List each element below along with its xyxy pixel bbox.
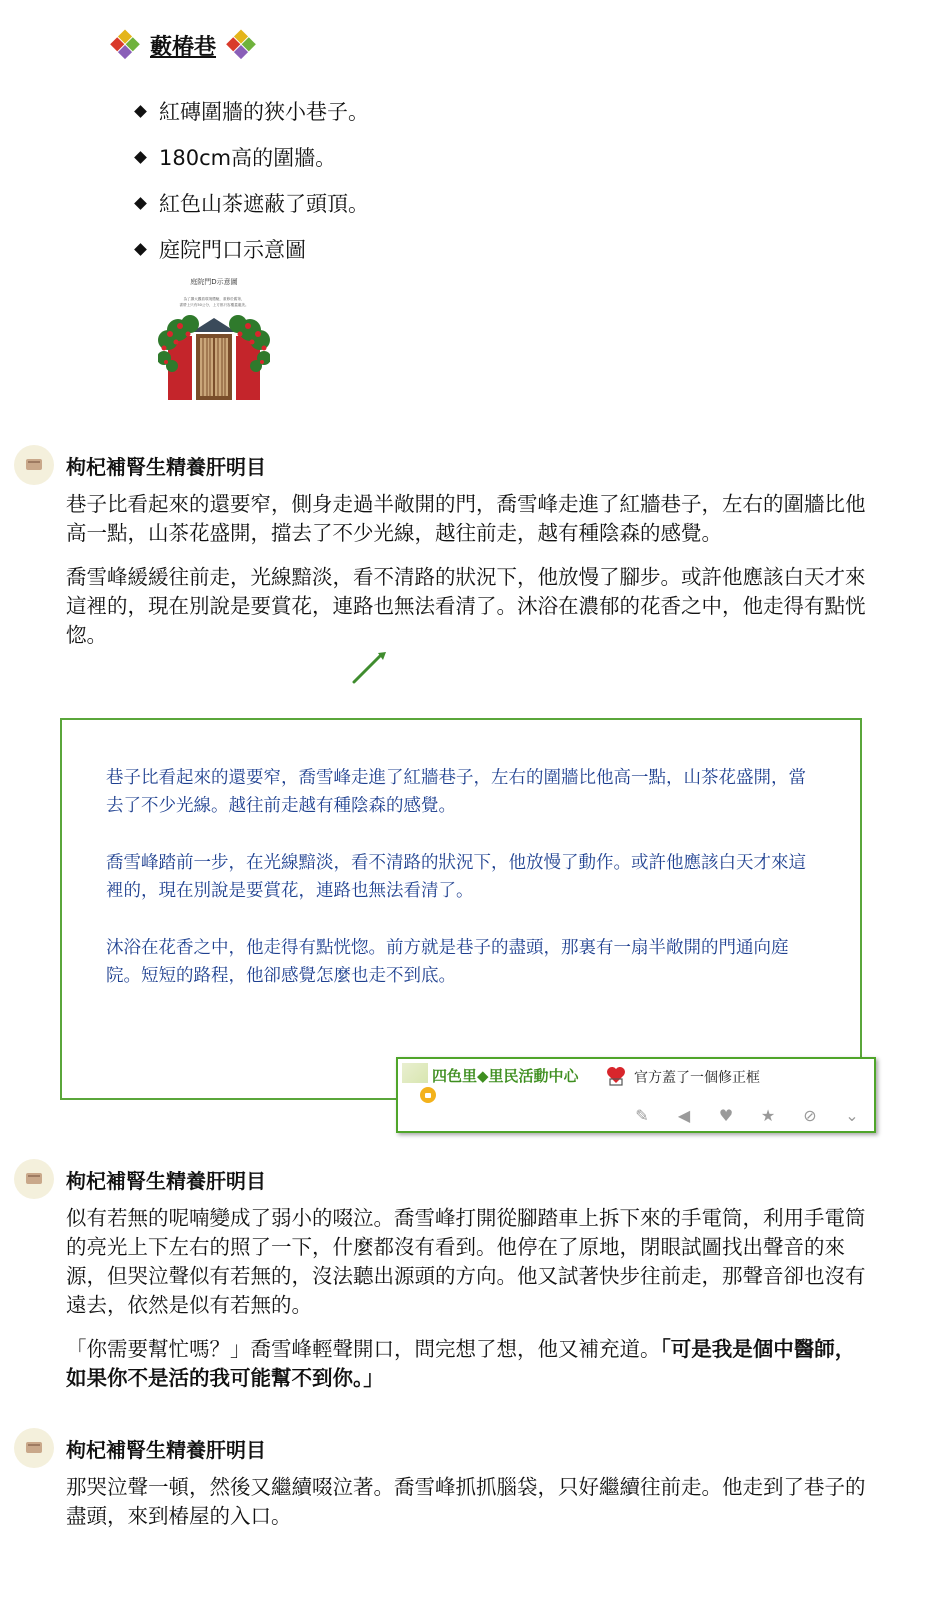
post-header — [14, 1428, 266, 1468]
list-item: 180cm高的圍牆。 — [132, 134, 369, 180]
avatar[interactable] — [14, 1159, 54, 1199]
sticker-actions — [632, 1105, 862, 1125]
correction-frame — [60, 718, 862, 1100]
avatar[interactable] — [14, 1428, 54, 1468]
frame-paragraph: 喬雪峰踏前一步，在光線黯淡，看不清路的狀況下，他放慢了動作。或許他應該白天才來這裡的，現在別說是要賞花，連路也無法看清了。 — [106, 853, 806, 901]
list-item: 紅磚圍牆的狹小巷子。 — [132, 88, 369, 134]
post-body — [66, 1204, 871, 1393]
post-3 — [14, 1428, 266, 1468]
post-author[interactable]: 枸杞補腎生精養肝明目 — [66, 454, 266, 479]
edit-icon[interactable]: ✎ — [635, 1105, 649, 1125]
diamond-bullet-icon — [134, 197, 147, 210]
section-title[interactable]: 藪椿巷 — [150, 34, 217, 60]
sticker-note[interactable] — [396, 1057, 876, 1133]
post-paragraph: 喬雪峰緩緩往前走，光線黯淡，看不清路的狀況下，他放慢了腳步。或許他應該白天才來這裡的，現在別說是要賞花，連路也無法看清了。沐浴在濃郁的花香之中，他走得有點恍惚。 — [66, 565, 866, 647]
quote-bold: 「可是我是個中醫師，如果你不是活的我可能幫不到你。」 — [66, 1337, 856, 1390]
frame-paragraph: 沐浴在花香之中，他走得有點恍惚。前方就是巷子的盡頭，那裏有一扇半敞開的門通向庭院。短短的路程，他卻感覺怎麼也走不到底。 — [106, 938, 789, 986]
list-item: 紅色山茶遮蔽了頭頂。 — [132, 180, 369, 226]
diamond-bullet-icon — [134, 151, 147, 164]
post-header — [14, 1159, 266, 1199]
speaker-icon[interactable]: ◀ — [677, 1105, 691, 1125]
post-header — [14, 445, 266, 485]
board-icon — [402, 1063, 428, 1083]
post-author[interactable]: 枸杞補腎生精養肝明目 — [66, 1168, 266, 1193]
lock-icon — [420, 1087, 436, 1103]
diamond-bullet-icon — [134, 105, 147, 118]
post-quote — [66, 1335, 871, 1393]
heart-stamp-icon — [604, 1063, 628, 1087]
sticker-message: 官方蓋了一個修正框 — [634, 1070, 760, 1086]
post-paragraph: 似有若無的呢喃變成了弱小的啜泣。喬雪峰打開從腳踏車上拆下來的手電筒，利用手電筒的亮光上下左右的照了一下，什麼都沒有看到。他停在了原地，閉眼試圖找出聲音的來源，但哭泣聲似有若無的，沒法聽出源頭的方向。他又試著快步往前走，那聲音卻也沒有遠去，依然是似有若無的。 — [66, 1206, 866, 1317]
post-author[interactable]: 枸杞補腎生精養肝明目 — [66, 1437, 266, 1462]
star-icon[interactable]: ★ — [760, 1105, 776, 1125]
four-color-diamond-icon — [109, 29, 140, 60]
post-paragraph: 巷子比看起來的還要窄，側身走過半敞開的門，喬雪峰走進了紅牆巷子，左右的圍牆比他高一點，山茶花盛開，擋去了不少光線，越往前走，越有種陰森的感覺。 — [66, 492, 866, 545]
post-1 — [14, 445, 266, 485]
feature-list — [132, 88, 369, 272]
illustration-caption: 庭院門D示意圖 — [190, 278, 238, 286]
garden-gate-illustration[interactable] — [158, 274, 270, 402]
heart-icon[interactable]: ♥ — [718, 1105, 734, 1125]
frame-text — [106, 764, 806, 1019]
post-body — [66, 490, 871, 650]
chevron-down-icon[interactable]: ⌄ — [845, 1105, 859, 1125]
sticker-board-title[interactable]: 四色里◆里民活動中心 — [432, 1067, 579, 1085]
four-color-diamond-icon — [225, 29, 256, 60]
green-pen-icon — [350, 650, 390, 686]
post-paragraph: 那哭泣聲一頓，然後又繼續啜泣著。喬雪峰抓抓腦袋，只好繼續往前走。他走到了巷子的盡頭，來到椿屋的入口。 — [66, 1475, 866, 1528]
avatar[interactable] — [14, 445, 54, 485]
post-2 — [14, 1159, 266, 1199]
quote-normal: 「你需要幫忙嗎？」喬雪峰輕聲開口，問完想了想，他又補充道。 — [66, 1337, 661, 1361]
block-icon[interactable]: ⊘ — [803, 1105, 817, 1125]
frame-paragraph: 巷子比看起來的還要窄，喬雪峰走進了紅牆巷子，左右的圍牆比他高一點，山茶花盛開，當去了不少光線。越往前走越有種陰森的感覺。 — [106, 768, 806, 816]
illustration-note: 為了擴大觀看環境體驗，重修於舊第， — [183, 297, 245, 301]
list-item: 庭院門口示意圖 — [132, 226, 369, 272]
post-body — [66, 1473, 871, 1531]
diamond-bullet-icon — [134, 243, 147, 256]
illustration-note: 書帶上只有50公分，上方都只容覆蓋龍美。 — [179, 303, 249, 307]
section-title-row — [106, 28, 260, 62]
